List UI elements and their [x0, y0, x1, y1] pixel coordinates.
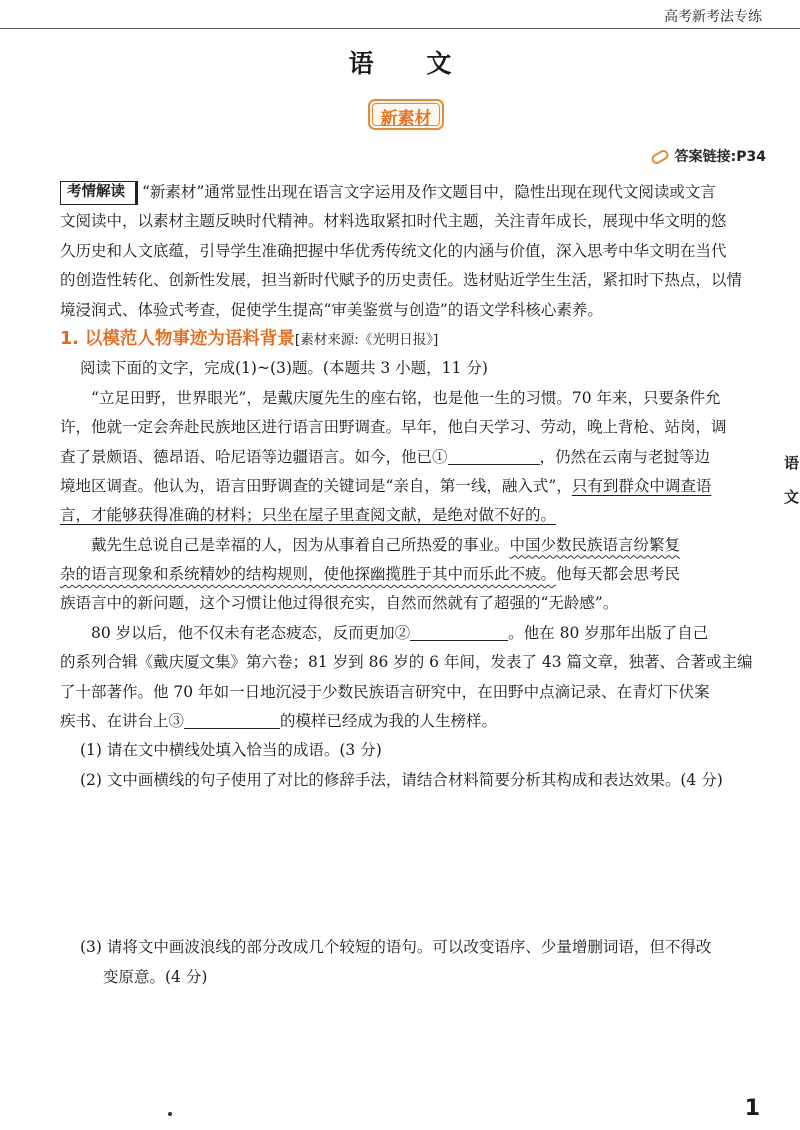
exam-analysis-line: 文阅读中，以素材主题反映时代精神。材料选取紧扣时代主题，关注青年成长，展现中华文明的悠 — [60, 212, 727, 231]
exam-analysis-line — [60, 178, 750, 207]
passage-line: 境地区调查。他认为，语言田野调查的关键词是“亲自，第一线，融入式”，只有到群众中调查语 — [60, 476, 712, 495]
page-number: 1 — [744, 1096, 760, 1121]
passage-line: 戴先生总说自己是幸福的人，因为从事着自己所热爱的事业。中国少数民族语言纷繁复 — [91, 535, 681, 554]
new-material-badge — [368, 99, 444, 130]
question-3: (3) 请将文中画波浪线的部分改成几个较短的语句。可以改变语序、少量增删词语，但不得改 — [80, 938, 712, 957]
wavy-underlined-text: 中国少数民族语言纷繁复 — [509, 535, 681, 554]
stray-dot — [168, 1112, 172, 1116]
content — [60, 178, 753, 992]
exam-analysis-line: 的创造性转化、创新性发展，担当新时代赋予的历史责任。选材贴近学生生活，紧扣时下热点，以情 — [60, 271, 743, 290]
question-1: (1) 请在文中横线处填入恰当的成语。(3 分) — [80, 741, 382, 760]
passage-line: 了十部著作。他 70 年如一日地沉浸于少数民族语言研究中，在田野中点滴记录、在青灯下伏案 — [60, 682, 710, 701]
passage-line: 80 岁以后，他不仅未有老态疲态，反而更加② 。他在 80 岁那年出版了自己 — [91, 623, 709, 642]
instructions: 阅读下面的文字，完成(1)~(3)题。(本题共 3 小题，11 分) — [80, 359, 488, 378]
side-tab — [784, 446, 800, 514]
blank-1[interactable]: ① — [432, 448, 540, 466]
passage-line: 许，他就一定会奔赴民族地区进行语言田野调查。早年，他白天学习、劳动，晚上背枪、站岗，调 — [60, 418, 727, 437]
passage-line: 查了景颇语、德昂语、哈尼语等边疆语言。如今，他已① ，仍然在云南与老挝等边 — [60, 447, 711, 466]
section-heading — [60, 325, 750, 354]
underlined-sentence: 只有到群众中调查语 — [571, 476, 712, 495]
series-label: 高考新考法专练 — [664, 9, 762, 25]
side-tab-char: 语 — [784, 454, 800, 472]
answer-link[interactable] — [651, 146, 766, 166]
link-icon — [649, 148, 670, 166]
section-source: [素材来源:《光明日报》] — [294, 331, 439, 348]
passage-line: “立足田野，世界眼光”，是戴庆厦先生的座右铭，也是他一生的习惯。70 年来，只要条件允 — [91, 388, 721, 407]
wavy-underlined-text: 杂的语言现象和系统精妙的结构规则，使他探幽揽胜于其中而乐此不疲。 — [60, 565, 557, 584]
passage-line: 族语言中的新问题，这个习惯让他过得很充实，自然而然就有了超强的“无龄感”。 — [60, 594, 619, 613]
underlined-sentence: 言，才能够获得准确的材料；只坐在屋子里查阅文献，是绝对做不好的。 — [60, 506, 557, 525]
answer-space-q2[interactable] — [60, 795, 750, 933]
exam-analysis-line: 境浸润式、体验式考查，促使学生提高“审美鉴赏与创造”的语文学科核心素养。 — [60, 300, 603, 319]
badge-label: 新素材 — [380, 109, 432, 129]
passage-line: 的系列合辑《戴庆厦文集》第六卷；81 岁到 86 岁的 6 年间，发表了 43 篇文章，独著、合著或主编 — [60, 653, 753, 672]
blank-2[interactable]: ② — [395, 624, 509, 642]
answer-link-label: 答案链接:P34 — [674, 149, 766, 165]
passage-line — [60, 501, 750, 530]
exam-analysis-tag: 考情解读 — [60, 181, 138, 205]
section-title: 1. 以模范人物事迹为语料背景 — [60, 328, 295, 349]
passage-line: 杂的语言现象和系统精妙的结构规则，使他探幽揽胜于其中而乐此不疲。他每天都会思考民 — [60, 565, 681, 584]
page-title: 语 文 — [348, 49, 474, 78]
passage-line: 疾书、在讲台上③ 的模样已经成为我的人生榜样。 — [60, 712, 498, 731]
exam-analysis-line: 久历史和人文底蕴，引导学生准确把握中华优秀传统文化的内涵与价值，深入思考中华文明在当代 — [60, 241, 727, 260]
side-tab-char: 文 — [784, 488, 800, 506]
blank-3[interactable]: ③ — [169, 712, 281, 730]
question-3-cont: 变原意。(4 分) — [103, 967, 208, 986]
exam-analysis-text: “新素材”通常显性出现在语言文字运用及作文题目中，隐性出现在现代文阅读或文言 — [142, 183, 716, 201]
question-2: (2) 文中画横线的句子使用了对比的修辞手法，请结合材料简要分析其构成和表达效果。(4 分) — [80, 770, 723, 789]
header-rule — [0, 28, 800, 29]
